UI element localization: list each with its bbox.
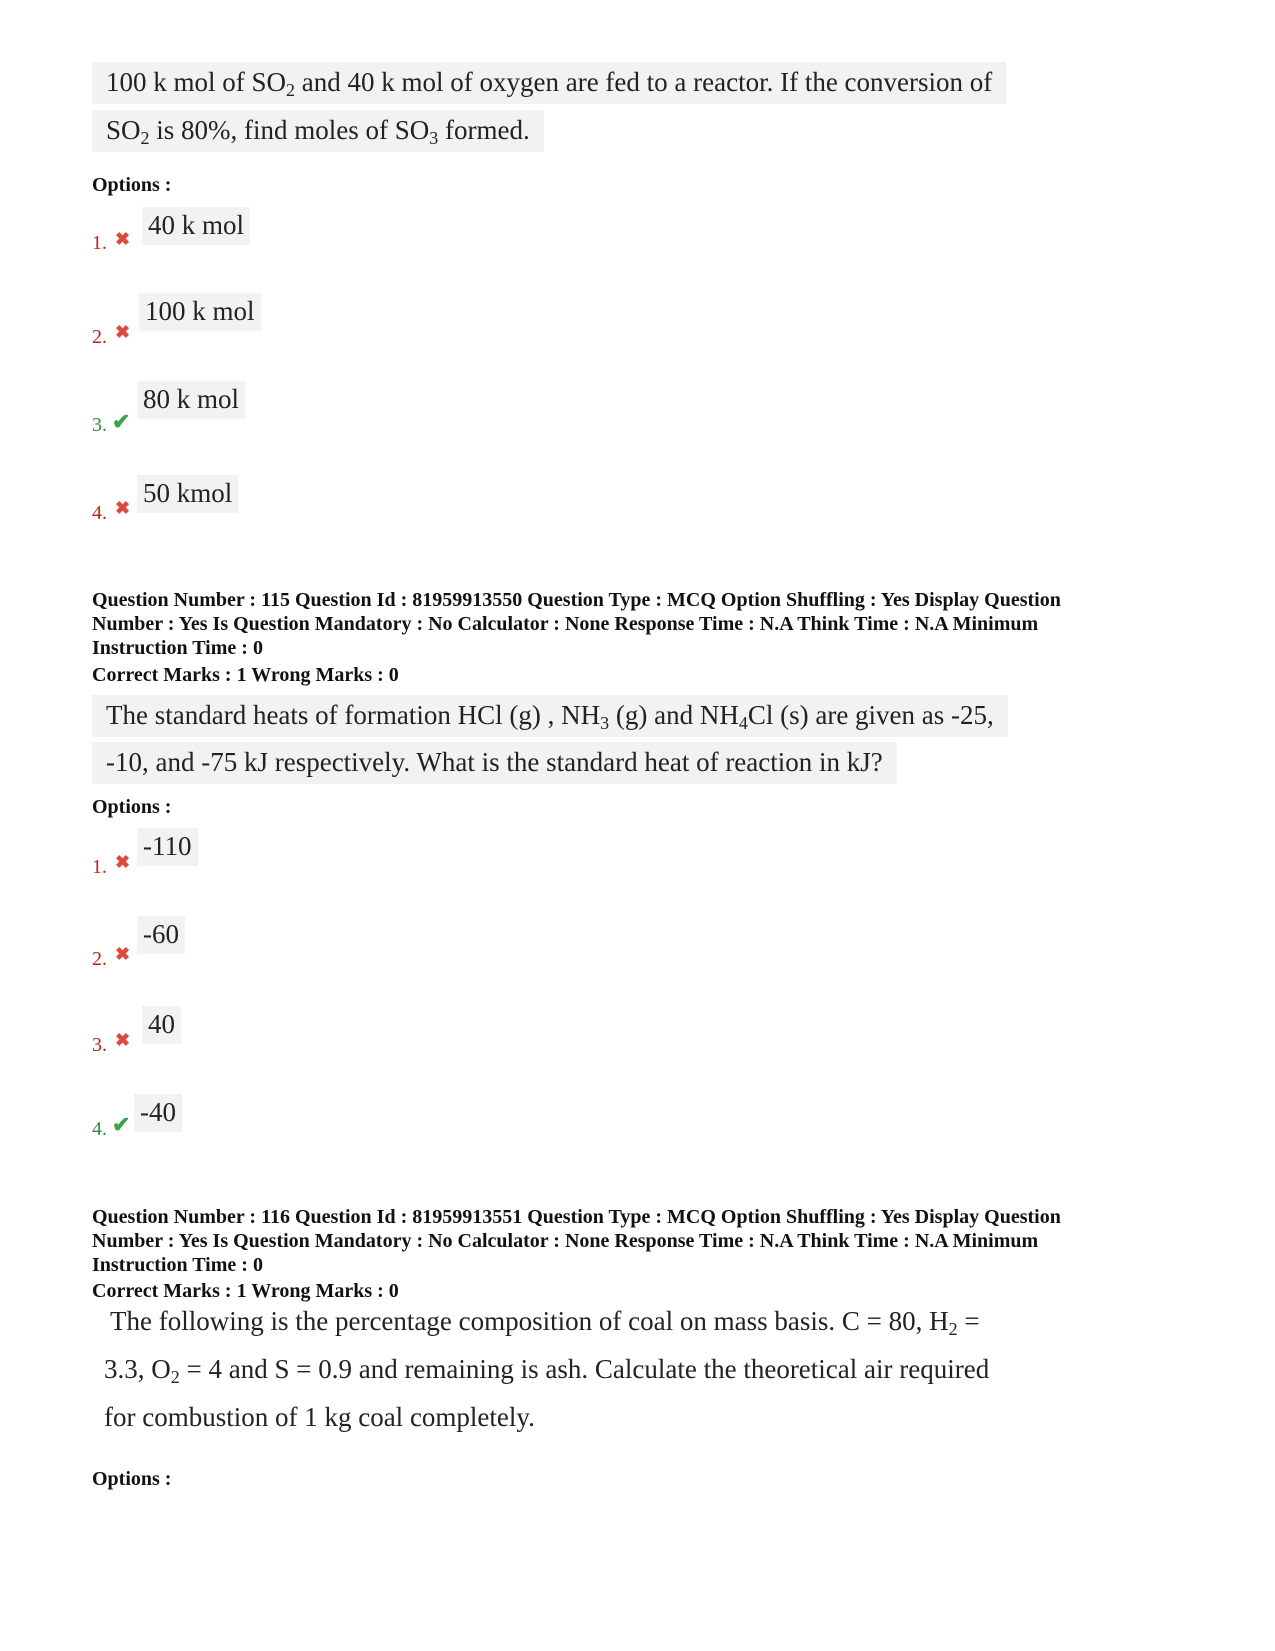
- check-icon: ✔: [112, 409, 131, 434]
- q115-stem-text: (g) and NH: [609, 700, 739, 730]
- cross-icon: ✖: [115, 1030, 131, 1050]
- q114-stem-line2: [92, 110, 544, 152]
- q115-meta-line: Instruction Time : 0: [92, 637, 263, 659]
- q114-stem-text: formed.: [438, 115, 530, 145]
- q116-stem-text: = 4 and S = 0.9 and remaining is ash. Calculate the theoretical air required: [179, 1354, 990, 1384]
- cross-icon: ✖: [115, 852, 131, 872]
- q115-stem-line1: [92, 695, 1008, 737]
- q114-stem-text: is 80%, find moles of SO: [149, 115, 430, 145]
- cross-icon: ✖: [115, 229, 131, 249]
- q114-option-1-text: 40 k mol: [142, 207, 250, 245]
- q114-stem-sub: 3: [429, 128, 439, 148]
- q115-stem-text: Cl (s) are given as -25,: [747, 700, 994, 730]
- q115-stem-text: The standard heats of formation HCl (g) , NH: [106, 700, 601, 730]
- q116-stem-line1: [110, 1305, 980, 1337]
- q115-option-3-text: 40: [142, 1006, 181, 1044]
- q114-stem-line1: [92, 62, 1006, 104]
- q114-stem-text: and 40 k mol of oxygen are fed to a reactor. If the conversion of: [295, 67, 993, 97]
- q115-meta-line: Question Number : 115 Question Id : 81959913550 Question Type : MCQ Option Shuffling : Yes Display Question: [92, 589, 1061, 611]
- q116-stem-sub: 2: [170, 1367, 180, 1387]
- q114-stem-text: 100 k mol of SO: [106, 67, 287, 97]
- q115-option-4-number: 4.: [92, 1118, 107, 1140]
- q115-option-4-text: -40: [134, 1094, 182, 1132]
- q115-options-label: Options :: [92, 796, 172, 818]
- q114-stem-sub: 2: [286, 80, 296, 100]
- q116-stem-text: =: [957, 1306, 980, 1336]
- q115-meta-line: Number : Yes Is Question Mandatory : No Calculator : None Response Time : N.A Think Time : N.A Minimum: [92, 613, 1039, 635]
- q116-stem-line2: [104, 1353, 989, 1385]
- check-icon: ✔: [112, 1112, 131, 1137]
- q114-option-4-text: 50 kmol: [137, 475, 238, 513]
- q114-option-3-number: 3.: [92, 414, 107, 436]
- q116-stem-sub: 2: [948, 1319, 958, 1339]
- q114-option-4-number: 4.: [92, 502, 107, 524]
- q115-option-3-number: 3.: [92, 1034, 107, 1056]
- q116-metadata: [92, 1205, 1202, 1277]
- q114-option-2-text: 100 k mol: [139, 293, 261, 331]
- q116-meta-line: Question Number : 116 Question Id : 81959913551 Question Type : MCQ Option Shuffling : Yes Display Question: [92, 1206, 1061, 1228]
- q114-stem-text: SO: [106, 115, 141, 145]
- q114-option-1-number: 1.: [92, 232, 107, 254]
- cross-icon: ✖: [115, 322, 131, 342]
- q114-option-3-text: 80 k mol: [137, 381, 245, 419]
- q115-stem-sub: 3: [600, 713, 610, 733]
- q114-options-label: Options :: [92, 174, 172, 196]
- q114-option-2-number: 2.: [92, 326, 107, 348]
- q116-stem-text: The following is the percentage composition of coal on mass basis. C = 80, H: [110, 1306, 949, 1336]
- q115-option-1-number: 1.: [92, 856, 107, 878]
- q116-meta-line: Number : Yes Is Question Mandatory : No Calculator : None Response Time : N.A Think Time : N.A Minimum: [92, 1230, 1039, 1252]
- q115-marks: Correct Marks : 1 Wrong Marks : 0: [92, 664, 399, 686]
- q116-stem-line3: for combustion of 1 kg coal completely.: [104, 1402, 535, 1432]
- q115-metadata: [92, 588, 1202, 660]
- q116-marks: Correct Marks : 1 Wrong Marks : 0: [92, 1280, 399, 1302]
- q114-stem-sub: 2: [140, 128, 150, 148]
- q115-stem-line2: -10, and -75 kJ respectively. What is the standard heat of reaction in kJ?: [92, 742, 897, 784]
- q116-meta-line: Instruction Time : 0: [92, 1254, 263, 1276]
- q115-option-2-text: -60: [137, 916, 185, 954]
- cross-icon: ✖: [115, 944, 131, 964]
- cross-icon: ✖: [115, 498, 131, 518]
- q115-stem-sub: 4: [738, 713, 748, 733]
- q116-stem-text: 3.3, O: [104, 1354, 171, 1384]
- q115-option-1-text: -110: [137, 828, 198, 866]
- q116-options-label: Options :: [92, 1468, 172, 1490]
- q115-option-2-number: 2.: [92, 948, 107, 970]
